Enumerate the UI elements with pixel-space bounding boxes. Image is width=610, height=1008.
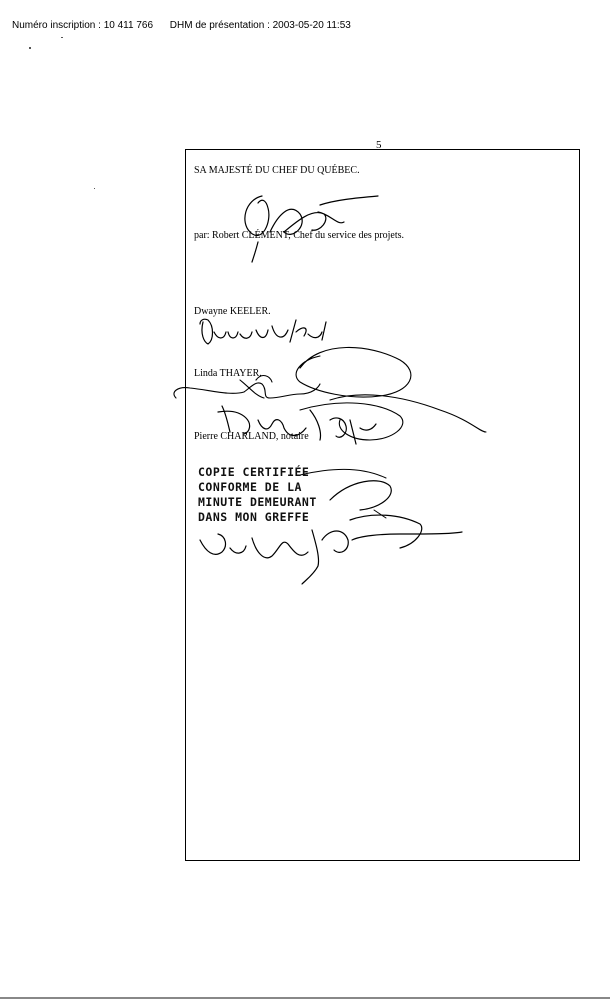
stamp-line: DANS MON GREFFE (198, 510, 310, 524)
scan-speck (29, 47, 31, 49)
certified-copy-stamp (198, 465, 317, 525)
stamp-line: COPIE CERTIFIÉE (198, 465, 310, 479)
party-keeler: Dwayne KEELER. (194, 306, 271, 317)
presentation-datetime: DHM de présentation : 2003-05-20 11:53 (169, 20, 351, 31)
representative-line: par: Robert CLÉMENT, Chef du service des projets. (194, 230, 405, 241)
registration-number: Numéro inscription : 10 411 766 (12, 20, 154, 31)
document-header (12, 20, 351, 31)
crown-party-line: SA MAJESTÉ DU CHEF DU QUÉBEC. (194, 165, 360, 176)
page-number: 5 (376, 139, 382, 151)
notary-line: Pierre CHARLAND, notaire (194, 431, 309, 442)
scan-speck (94, 188, 95, 189)
page-bottom-rule (0, 997, 610, 999)
scan-speck (61, 37, 63, 38)
stamp-line: MINUTE DEMEURANT (198, 495, 317, 509)
party-thayer: Linda THAYER. (194, 368, 262, 379)
stamp-line: CONFORME DE LA (198, 480, 302, 494)
